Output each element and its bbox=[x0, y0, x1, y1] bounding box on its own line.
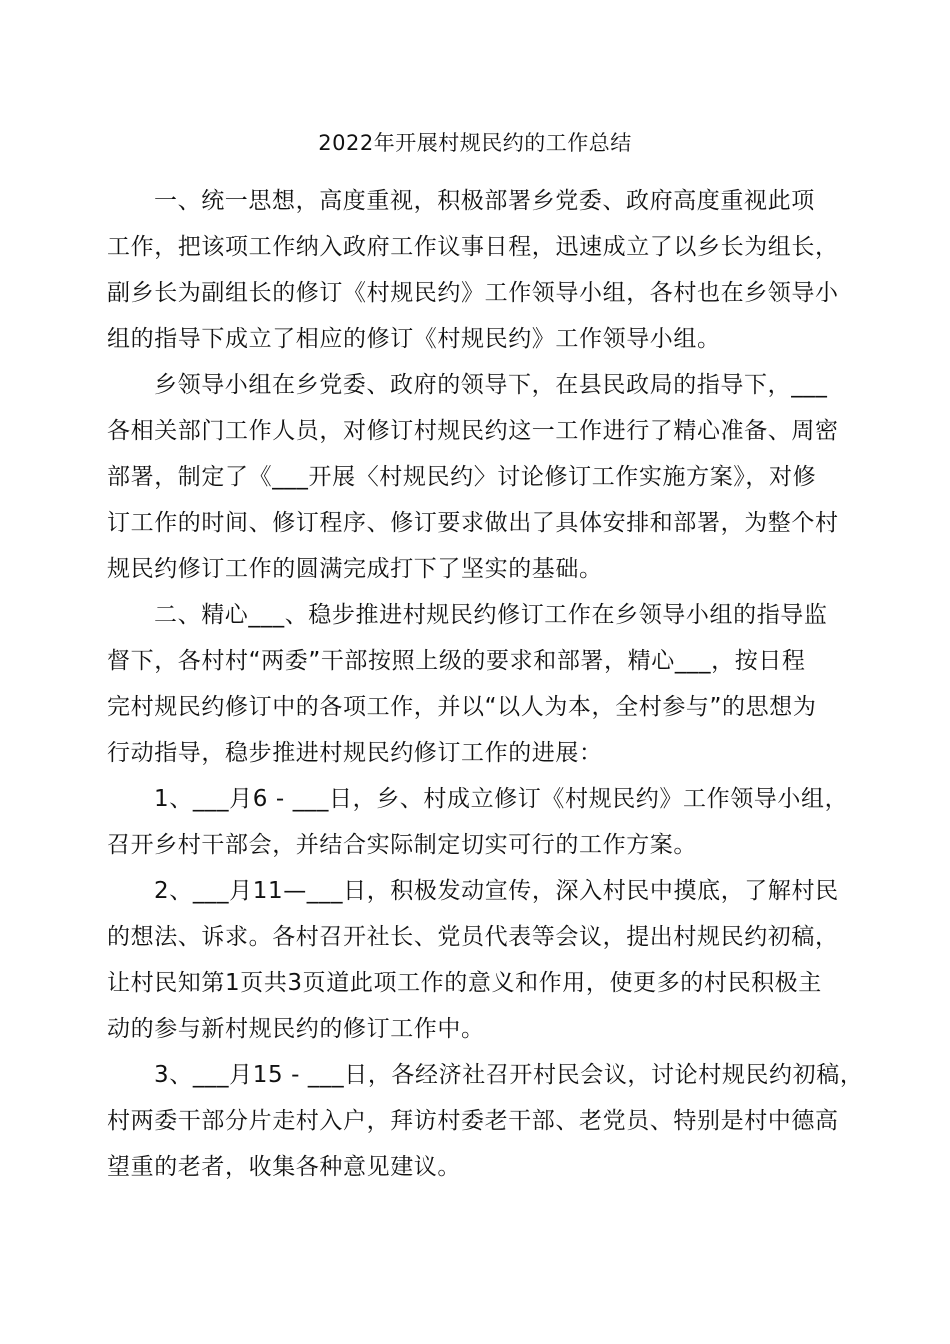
text-line: 订工作的时间、修订程序、修订要求做出了具体安排和部署，为整个村 bbox=[107, 510, 839, 536]
text-line: 召开乡村干部会，并结合实际制定切实可行的工作方案。 bbox=[107, 832, 697, 858]
text-line: 让村民知第1页共3页道此项工作的意义和作用，使更多的村民积极主 bbox=[107, 970, 822, 996]
text-line: 组的指导下成立了相应的修订《村规民约》工作领导小组。 bbox=[107, 326, 721, 352]
text-line: 一、统一思想，高度重视，积极部署乡党委、政府高度重视此项 bbox=[154, 188, 815, 214]
text-line: 督下，各村村“两委”干部按照上级的要求和部署，精心___，按日程 bbox=[107, 648, 806, 674]
document-body bbox=[107, 178, 864, 1190]
text-line: 副乡长为副组长的修订《村规民约》工作领导小组，各村也在乡领导小 bbox=[107, 280, 839, 306]
text-line: 二、精心___、稳步推进村规民约修订工作在乡领导小组的指导监 bbox=[154, 602, 828, 628]
text-line: 的想法、诉求。各村召开社长、党员代表等会议，提出村规民约初稿， bbox=[107, 924, 839, 950]
text-line: 规民约修订工作的圆满完成打下了坚实的基础。 bbox=[107, 556, 603, 582]
text-line: 完村规民约修订中的各项工作，并以“以人为本，全村参与”的思想为 bbox=[107, 694, 817, 720]
text-line: 1、___月6 - ___日，乡、村成立修订《村规民约》工作领导小组， bbox=[154, 786, 849, 812]
text-line: 动的参与新村规民约的修订工作中。 bbox=[107, 1016, 485, 1042]
text-line: 部署，制定了《___开展〈村规民约〉讨论修订工作实施方案》，对修 bbox=[107, 464, 817, 490]
text-line: 各相关部门工作人员，对修订村规民约这一工作进行了精心准备、周密 bbox=[107, 418, 839, 444]
text-line: 3、___月15 - ___日，各经济社召开村民会议，讨论村规民约初稿， bbox=[154, 1062, 864, 1088]
text-line: 乡领导小组在乡党委、政府的领导下，在县民政局的指导下，___ bbox=[154, 372, 828, 398]
text-line: 望重的老者，收集各种意见建议。 bbox=[107, 1154, 461, 1180]
document-title: 2022年开展村规民约的工作总结 bbox=[318, 131, 632, 155]
text-line: 行动指导，稳步推进村规民约修订工作的进展： bbox=[107, 740, 603, 766]
text-line: 村两委干部分片走村入户，拜访村委老干部、老党员、特别是村中德高 bbox=[107, 1108, 839, 1134]
text-line: 工作，把该项工作纳入政府工作议事日程，迅速成立了以乡长为组长， bbox=[107, 234, 839, 260]
text-line: 2、___月11—___日，积极发动宣传，深入村民中摸底，了解村民 bbox=[154, 878, 839, 904]
